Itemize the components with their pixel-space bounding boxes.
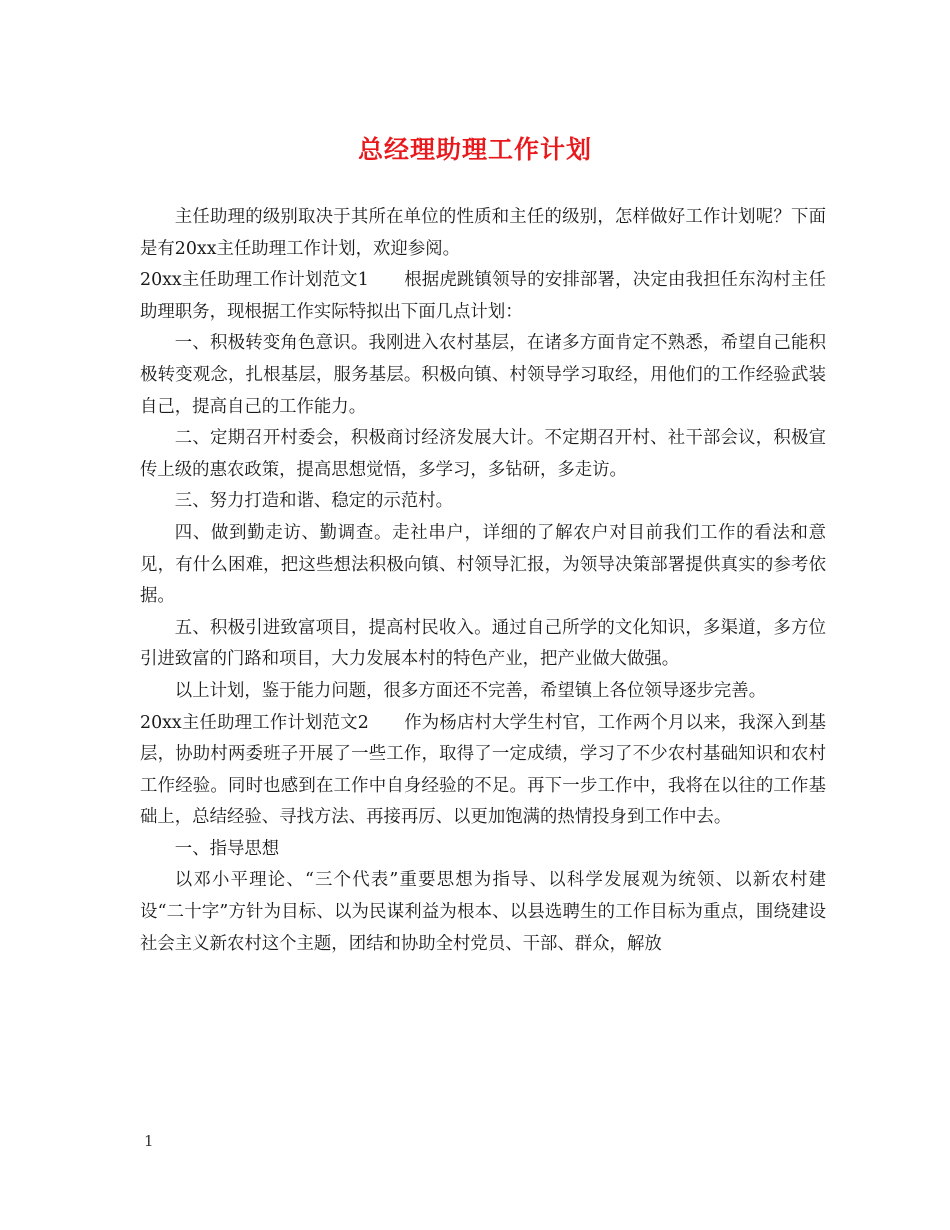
document-body [140,202,826,960]
paragraph-sample-1-heading: 20xx主任助理工作计划范文1 根据虎跳镇领导的安排部署，决定由我担任东沟村主任助理职务，现根据工作实际特拟出下面几点计划： [140,270,826,322]
paragraph-conclusion: 以上计划，鉴于能力问题，很多方面还不完善，希望镇上各位领导逐步完善。 [174,680,767,701]
paragraph-intro: 主任助理的级别取决于其所在单位的性质和主任的级别，怎样做好工作计划呢？下面是有20xx主任助理工作计划，欢迎参阅。 [140,207,826,259]
paragraph-item-1: 一、积极转变角色意识。我刚进入农村基层，在诸多方面肯定不熟悉，希望自己能积极转变观念，扎根基层，服务基层。积极向镇、村领导学习取经，用他们的工作经验武装自己，提高自己的工作能力。 [140,333,826,417]
paragraph-sample-2-heading: 20xx主任助理工作计划范文2 作为杨店村大学生村官，工作两个月以来，我深入到基层，协助村两委班子开展了一些工作，取得了一定成绩，学习了不少农村基础知识和农村工作经验。同时也感到在工作中自身经验的不足。再下一步工作中，我将在以往的工作基础上，总结经验、寻找方法、再接再厉、以更加饱满的热情投身到工作中去。 [140,712,826,828]
paragraph-item-4: 四、做到勤走访、勤调查。走社串户，详细的了解农户对目前我们工作的看法和意见，有什么困难，把这些想法积极向镇、村领导汇报，为领导决策部署提供真实的参考依据。 [140,522,826,607]
page-number: 1 [144,1132,154,1150]
document-title: 总经理助理工作计划 [357,135,592,164]
paragraph-item-2: 二、定期召开村委会，积极商讨经济发展大计。不定期召开村、社干部会议，积极宣传上级的惠农政策，提高思想觉悟，多学习，多钻研，多走访。 [140,428,826,480]
paragraph-guiding-ideology: 以邓小平理论、“三个代表”重要思想为指导、以科学发展观为统领、以新农村建设“二十字”方针为目标、以为民谋利益为根本、以县选聘生的工作目标为重点，围绕建设社会主义新农村这个主题，团结和协助全村党员、干部、群众，解放 [140,870,826,954]
paragraph-item-5: 五、积极引进致富项目，提高村民收入。通过自己所学的文化知识，多渠道，多方位引进致富的门路和项目，大力发展本村的特色产业，把产业做大做强。 [140,617,826,670]
paragraph-item-3: 三、努力打造和谐、稳定的示范村。 [174,491,454,512]
section-heading-guiding-ideology: 一、指导思想 [174,838,280,859]
